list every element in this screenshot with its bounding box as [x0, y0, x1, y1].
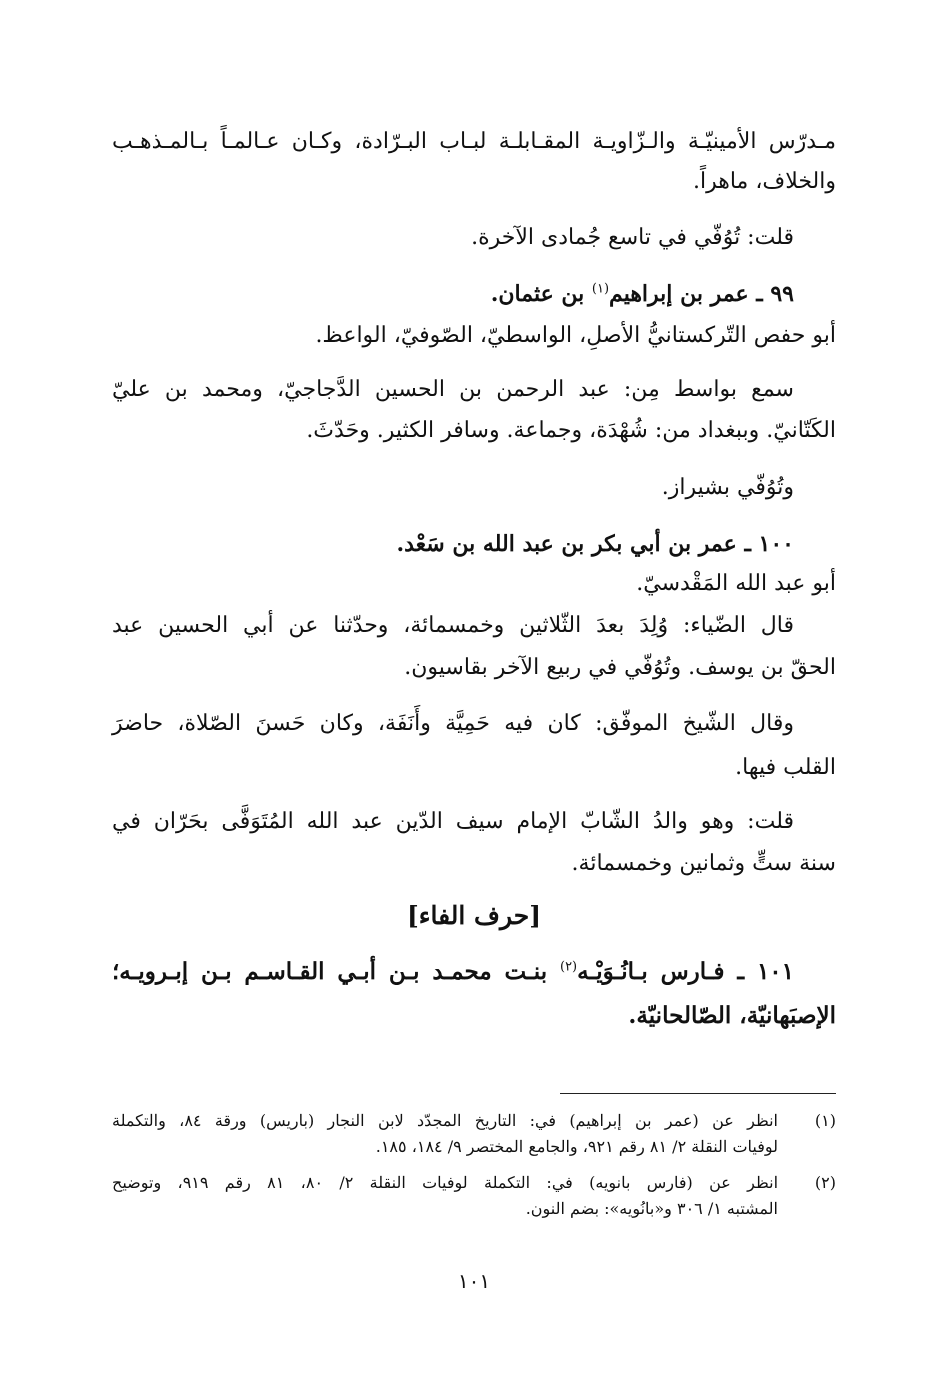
- entry-101-title-line-2: الإصبَهانيّة، الصّالحانيّة.: [628, 1002, 836, 1029]
- body-line-14: القلب فيها.: [735, 755, 836, 780]
- entry-99-title: [112, 278, 836, 310]
- body-line-12: الحقّ بن يوسف. وتُوُفّي في ربيع الآخر بقاسيون.: [404, 655, 836, 680]
- body-line-11: قال الضّياء: وُلِدَ بعدَ الثّلاثين وخمسمائة، وحدّثنا عن أبي الحسين عبد: [112, 613, 794, 638]
- body-line-5: أبو حفص التّركستانيُّ الأصلِ، الواسطيّ، الصّوفيّ، الواعظ.: [315, 323, 836, 348]
- entry-101-name: ١٠١ ـ فـارس بـانُـوَيْـه: [577, 958, 794, 985]
- body-line-6: سمع بواسط مِن: عبد الرحمن بن الحسين الدَّجاجيّ، ومحمد بن عليّ: [112, 377, 794, 402]
- footnote-ref-1: (١): [591, 281, 610, 297]
- footnote-2-line-1: انظر عن (فارس بانويه) في: التكملة لوفيات النقلة ٢/ ٨٠، ٨١ رقم ٩١٩، وتوضيح: [112, 1173, 779, 1192]
- entry-99-name: ٩٩ ـ عمر بن إبراهيم: [609, 281, 794, 307]
- footnote-1: [112, 1108, 836, 1160]
- footnote-divider: [560, 1093, 836, 1094]
- body-line-16: سنة ستٍّ وثمانين وخمسمائة.: [571, 851, 836, 876]
- page-number: ١٠١: [457, 1269, 491, 1293]
- footnote-1-line-2: لوفيات النقلة ٢/ ٨١ رقم ٩٢١، والجامع المختصر ٩/ ١٨٤، ١٨٥.: [375, 1137, 778, 1156]
- body-line-13: وقال الشّيخ الموفّق: كان فيه حَمِيَّة وأَنَفَة، وكان حَسنَ الصّلاة، حاضرَ: [112, 711, 794, 736]
- body-line-7: الكَتّانيّ. وببغداد من: شُهْدَة، وجماعة. وسافر الكثير. وحَدّثَ.: [306, 418, 836, 443]
- body-line-3: قلت: تُوُفّي في تاسع جُمادى الآخرة.: [471, 225, 794, 250]
- section-heading: [حرف الفاء]: [406, 901, 542, 930]
- book-page: [112, 0, 836, 1381]
- footnote-1-line-1: انظر عن (عمر بن إبراهيم) في: التاريخ المجدّد لابن النجار (باريس) ورقة ٨٤، والتكملة: [112, 1111, 778, 1130]
- footnote-2-number: (٢): [814, 1173, 836, 1192]
- entry-101-name-end: بنـت محمـد بـن أبـي القـاسـم بـن إبـرويـه؛: [112, 958, 560, 985]
- footnote-1-number: (١): [814, 1111, 836, 1130]
- entry-100-title: ١٠٠ ـ عمر بن أبي بكر بن عبد الله بن سَعْد.: [396, 531, 794, 557]
- entry-101-title: [112, 956, 836, 988]
- footnote-2: [112, 1170, 836, 1222]
- body-line-8: وتُوُفّي بشيراز.: [661, 475, 794, 500]
- body-line-2: والخلاف، ماهراً.: [693, 169, 836, 194]
- body-line-10: أبو عبد الله المَقْدسيّ.: [636, 571, 836, 596]
- entry-99-name-end: بن عثمان.: [490, 281, 592, 307]
- footnote-2-line-2: المشتبه ١/ ٣٠٦ و«بانُويه»: بضم النون.: [525, 1199, 778, 1218]
- body-line-15: قلت: وهو والدُ الشّابّ الإمام سيف الدّين عبد الله المُتَوَفَّى بحَرّان في: [112, 809, 794, 834]
- body-line-1: مـدرّس الأمينيّـة والـزّاويـة المقـابلـة لبـاب البـرّادة، وكـان عـالمـاً بـالمـذهـب: [112, 129, 836, 154]
- footnote-ref-2: (٢): [559, 959, 578, 975]
